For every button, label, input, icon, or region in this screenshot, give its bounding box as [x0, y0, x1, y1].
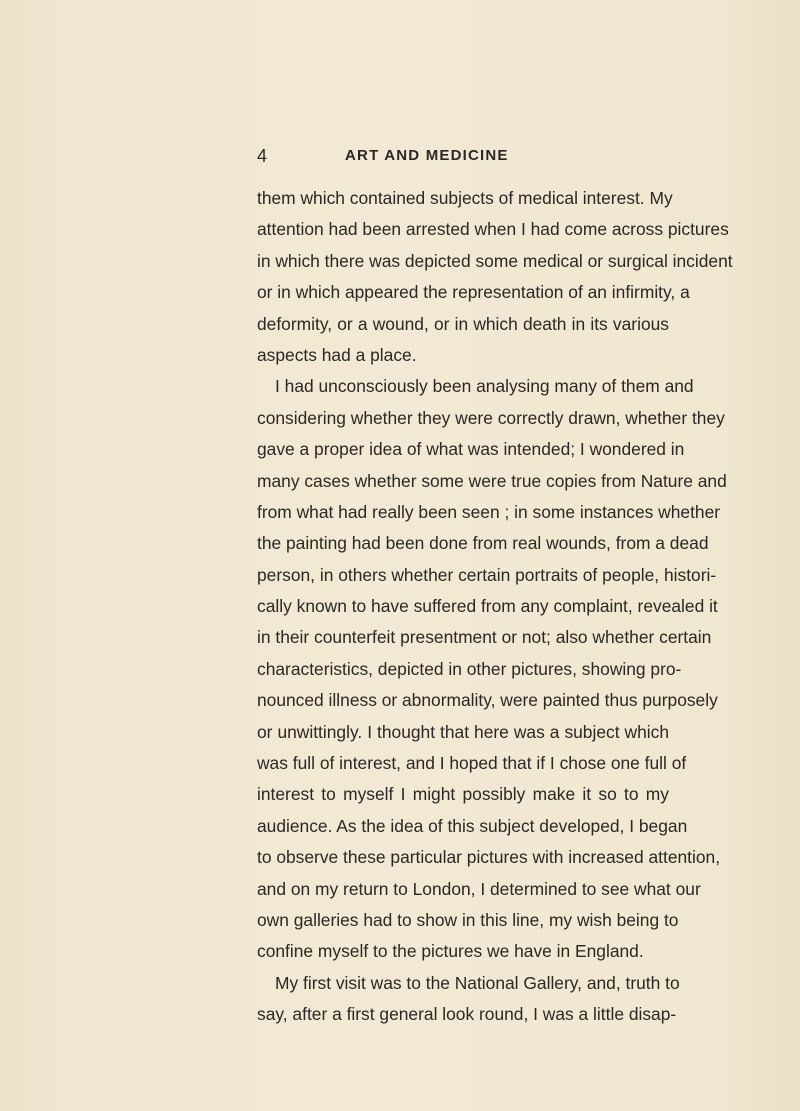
page-number: 4: [257, 146, 268, 166]
text-line: audience. As the idea of this subject developed, I began: [257, 815, 688, 836]
text-line: nounced illness or abnormality, were painted thus purposely: [257, 690, 718, 711]
text-line: deformity, or a wound, or in which death in its various: [257, 313, 669, 334]
text-line: was full of interest, and I hoped that if I chose one full of: [257, 753, 687, 774]
text-line: many cases whether some were true copies from Nature and: [257, 470, 727, 491]
text-line: in their counterfeit presentment or not; also whether certain: [257, 627, 712, 648]
text-line: confine myself to the pictures we have in England.: [257, 941, 644, 962]
text-line: in which there was depicted some medical or surgical incident: [257, 250, 733, 271]
text-line: them which contained subjects of medical interest. My: [257, 188, 673, 208]
body-text: [257, 183, 733, 1031]
text-line: characteristics, depicted in other pictures, showing pro-: [257, 658, 682, 679]
text-line: own galleries had to show in this line, my wish being to: [257, 909, 679, 930]
text-line: aspects had a place.: [257, 344, 417, 365]
running-title: ART AND MEDICINE: [345, 147, 509, 164]
text-line: gave a proper idea of what was intended; I wondered in: [257, 439, 685, 460]
text-line: attention had been arrested when I had come across pictures: [257, 219, 729, 240]
text-line: interest to myself I might possibly make it so to my: [257, 784, 669, 805]
text-line: say, after a first general look round, I was a little disap-: [257, 1004, 677, 1025]
text-line: from what had really been seen ; in some instances whether: [257, 501, 721, 522]
text-line: or unwittingly. I thought that here was a subject which: [257, 721, 669, 742]
text-line: and on my return to London, I determined to see what our: [257, 878, 701, 899]
text-line: considering whether they were correctly drawn, whether they: [257, 407, 725, 428]
text-line: cally known to have suffered from any complaint, revealed it: [257, 596, 718, 617]
running-head: [0, 146, 800, 170]
text-line: to observe these particular pictures with increased attention,: [257, 847, 721, 868]
paragraph-start-line: I had unconsciously been analysing many of them and: [275, 376, 694, 397]
text-line: the painting had been done from real wounds, from a dead: [257, 533, 709, 554]
paragraph-start-line: My first visit was to the National Gallery, and, truth to: [275, 972, 680, 993]
text-line: or in which appeared the representation of an infirmity, a: [257, 282, 690, 303]
text-line: person, in others whether certain portraits of people, histori-: [257, 564, 717, 585]
